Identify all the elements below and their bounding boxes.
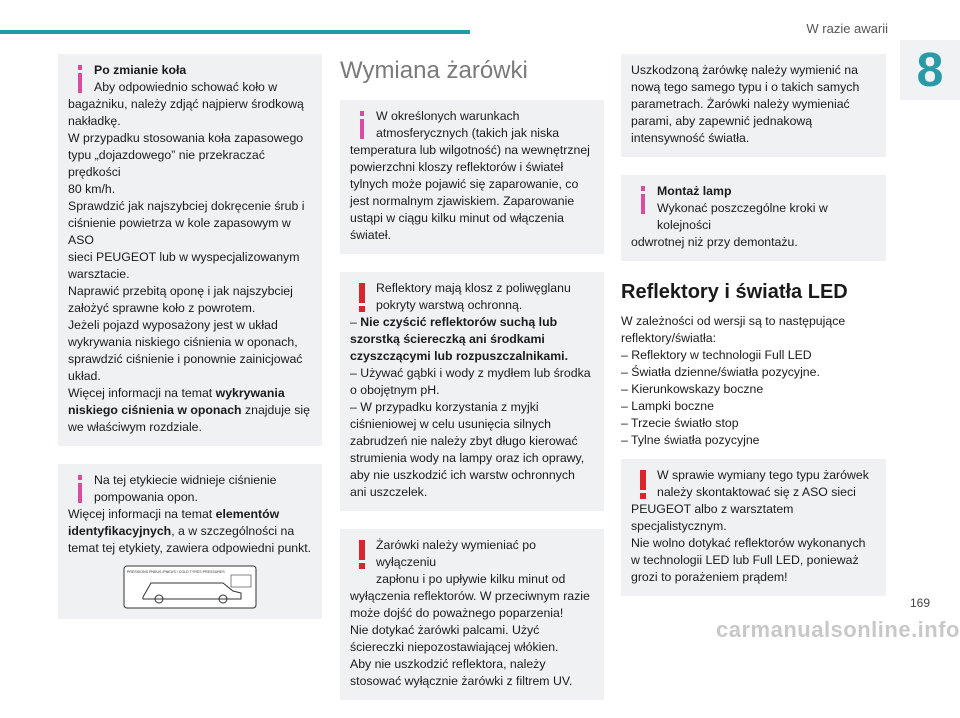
box-text: wyłączenia reflektorów. W przeciwnym razie może dojść do poważnego poparzenia! <box>350 589 590 620</box>
list-item: – Lampki boczne <box>621 399 714 413</box>
text-line: W przypadku stosowania koła zapasowego <box>68 131 304 145</box>
box-text: Aby nie uszkodzić reflektora, należy stosować wyłącznie żarówki z filtrem UV. <box>350 657 573 688</box>
list-item: – Nie czyścić reflektorów suchą lub szorstką ściereczką ani środkami czyszczącymi lub rozpuszczalnikami. <box>350 315 569 363</box>
list-item: – W przypadku korzystania z myjki ciśnieniowej w celu usunięcia silnych zabrudzeń nie należy zbyt długo kierować strumienia wody na lampy oraz ich oprawy, aby nie uszkodzić ich warstw ochronnych ani uszczelek. <box>350 400 585 499</box>
chapter-number: 8 <box>900 40 960 100</box>
note-box-replace-pairs <box>621 54 886 157</box>
text-line: wykrywania niskiego ciśnienia w oponach, <box>68 335 298 349</box>
intro-text: W zależności od wersji są to następujące reflektory/światła: <box>621 314 846 345</box>
box-lead: W określonych warunkach <box>376 109 520 123</box>
box-lead: pokryty warstwą ochronną. <box>376 298 523 312</box>
box-text: temperatura lub wilgotność) na wewnętrznej powierzchni kloszy reflektorów i świateł tylnych może pojawić się zaparowanie, co jest normalnym zjawiskiem. Zaparowanie ustąpi w ciągu kilku minut od włączenia świateł. <box>350 143 590 242</box>
box-text: Nie dotykać żarówki palcami. Użyć ściereczki niepozostawiającej włókien. <box>350 623 559 654</box>
box-text: odwrotnej niż przy demontażu. <box>631 235 798 249</box>
box-title: Po zmianie koła <box>94 63 187 77</box>
text-line: sieci PEUGEOT lub w wyspecjalizowanym <box>68 250 300 264</box>
info-box-lamp-mounting <box>621 175 886 261</box>
list-item: – Tylne światła pozycyjne <box>621 433 760 447</box>
text-line: układ. <box>68 369 101 383</box>
warning-icon <box>354 283 370 313</box>
more-info-text: Więcej informacji na temat wykrywania niskiego ciśnienia w oponach znajduje się we właściwym rozdziale. <box>68 386 310 434</box>
info-box-condensation <box>340 100 604 254</box>
text-line: sprawdzić ciśnienie i ponownie zainicjować <box>68 352 303 366</box>
list-item: – Trzecie światło stop <box>621 416 739 430</box>
box-text: Uszkodzoną żarówkę należy wymienić na nową tego samego typu i o takich samych parametrach. Żarówki należy wymieniać parami, aby zapewnić jednakową intensywność światła. <box>631 63 860 145</box>
box-lead: W sprawie wymiany tego typu żarówek <box>657 468 869 482</box>
text-line: Jeżeli pojazd wyposażony jest w układ <box>68 318 278 332</box>
column-1 <box>58 54 322 637</box>
box-lead: Reflektory mają klosz z poliwęglanu <box>376 281 571 295</box>
info-icon <box>354 111 370 141</box>
box-lead: atmosferycznych (takich jak niska <box>376 126 560 140</box>
box-text: PEUGEOT albo z warsztatem specjalistycznym. <box>631 502 794 533</box>
info-box-tyre-label <box>58 464 322 619</box>
text-line: Naprawić przebitą oponę i jak najszybciej <box>68 284 293 298</box>
led-lights-list <box>621 313 886 449</box>
more-info-text: Więcej informacji na temat elementów identyfikacyjnych, a w szczególności na temat tej etykiety, zawiera odpowiedni punkt. <box>68 507 312 555</box>
box-title: Montaż lamp <box>657 184 732 198</box>
column-2 <box>340 54 604 718</box>
text-line: 80 km/h. <box>68 182 116 196</box>
warning-icon <box>635 470 651 500</box>
list-item: – Światła dzienne/światła pozycyjne. <box>621 365 820 379</box>
box-lead: Żarówki należy wymieniać po wyłączeniu <box>376 538 536 569</box>
info-icon <box>72 475 88 505</box>
heading-led-lights: Reflektory i światła LED <box>621 281 848 303</box>
info-icon <box>72 65 88 95</box>
text-line: założyć sprawne koło z powrotem. <box>68 301 256 315</box>
list-item: – Używać gąbki i wody z mydłem lub środka o obojętnym pH. <box>350 366 591 397</box>
column-3 <box>621 54 886 614</box>
box-lead: zapłonu i po upływie kilku minut od <box>376 572 566 586</box>
box-lead: pompowania opon. <box>94 490 198 504</box>
box-text: Nie wolno dotykać reflektorów wykonanych w technologii LED lub Full LED, ponieważ grozi to porażeniem prądem! <box>631 536 866 584</box>
list-item: – Kierunkowskazy boczne <box>621 382 764 396</box>
text-line: nakładkę. <box>68 114 121 128</box>
text-line: typu „dojazdowego” nie przekraczać prędkości <box>68 148 265 179</box>
box-lead: Aby odpowiednio schować koło w <box>94 80 278 94</box>
text-line: bagażniku, należy zdjąć najpierw środkową <box>68 97 304 111</box>
text-line: warsztacie. <box>68 267 130 281</box>
section-title: W razie awarii <box>806 21 888 36</box>
text-line: Sprawdzić jak najszybciej dokręcenie śrub i <box>68 199 305 213</box>
warning-box-polycarbonate <box>340 272 604 511</box>
tyre-pressure-label-image <box>123 565 257 609</box>
header-accent-bar <box>0 30 470 34</box>
watermark: carmanualsonline.info <box>716 617 960 642</box>
info-box-wheel-change <box>58 54 322 446</box>
warning-icon <box>354 540 370 570</box>
list-item: – Reflektory w technologii Full LED <box>621 348 812 362</box>
info-icon <box>635 186 651 216</box>
warning-box-led-service <box>621 459 886 596</box>
box-lead: Wykonać poszczególne kroki w kolejności <box>657 201 828 232</box>
box-lead: należy skontaktować się z ASO sieci <box>657 485 856 499</box>
box-lead: Na tej etykiecie widnieje ciśnienie <box>94 473 277 487</box>
page-number: 169 <box>909 596 930 610</box>
text-line: ciśnienie powietrza w kole zapasowym w ASO <box>68 216 291 247</box>
tyre-label-text: PRESSIONS PNEUS /PNEUS / COLD TYRES PRESSURES <box>127 570 225 574</box>
warning-box-burn-risk <box>340 529 604 700</box>
heading-bulb-replacement: Wymiana żarówki <box>340 57 528 84</box>
